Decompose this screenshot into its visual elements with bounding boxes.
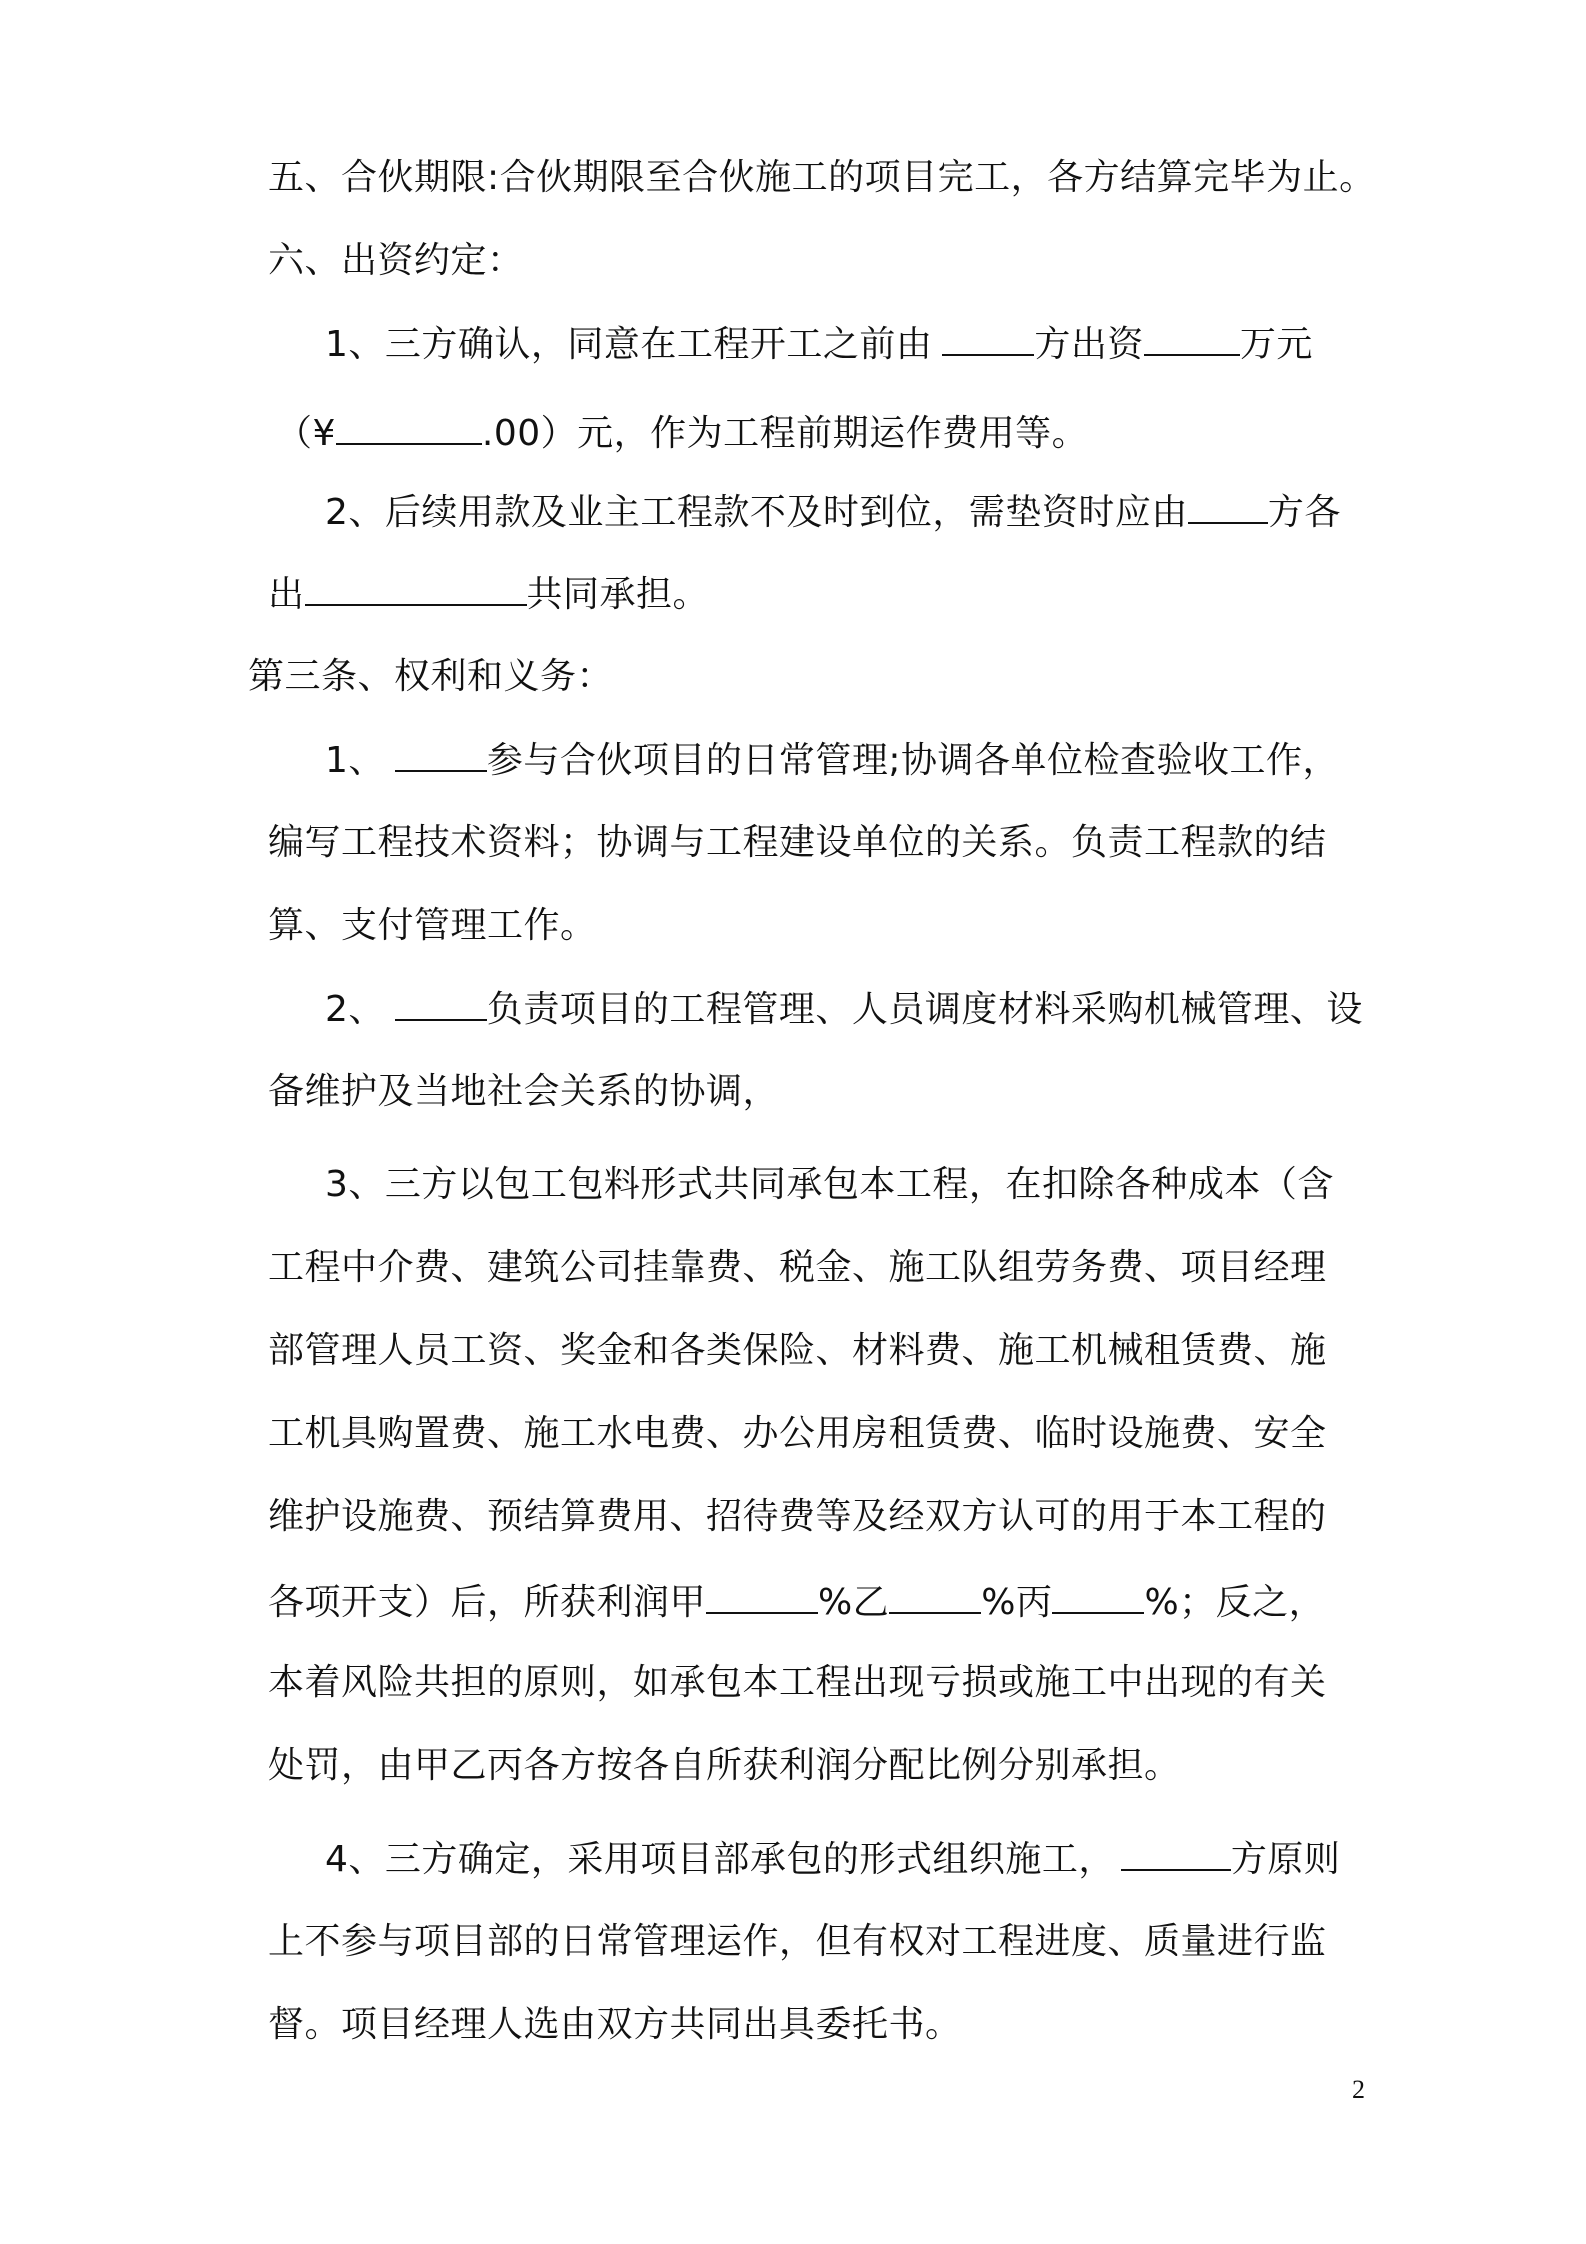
text-segment: 参与合伙项目的日常管理;协调各单位检查验收工作， (486, 740, 1340, 781)
text-segment: 2、后续用款及业主工程款不及时到位，需垫资时应由 (325, 492, 1188, 533)
text-segment: 出 (268, 574, 305, 615)
blank-field (336, 409, 482, 445)
text-segment: %丙 (981, 1582, 1053, 1623)
capital-heading: 六、出资约定： (268, 240, 524, 281)
text-segment: 各项开支）后，所获利润甲 (268, 1582, 707, 1623)
rights-item-3-line-2 (268, 1244, 1327, 1292)
rights-item-3-line-6 (268, 1578, 1325, 1627)
capital-item-1-line-2 (276, 409, 1088, 458)
article-heading (248, 653, 613, 701)
text-segment: 工机具购置费、施工水电费、办公用房租赁费、临时设施费、安全 (268, 1413, 1327, 1454)
rights-item-3-line-3 (268, 1327, 1327, 1375)
text-segment: 工程中介费、建筑公司挂靠费、税金、施工队组劳务费、项目经理 (268, 1247, 1327, 1288)
rights-item-2-line-1 (325, 985, 1363, 1034)
capital-item-2-line-2 (268, 570, 709, 619)
text-segment: 处罚，由甲乙丙各方按各自所获利润分配比例分别承担。 (268, 1745, 1181, 1786)
blank-field (1188, 488, 1268, 524)
rights-item-3-line-5 (268, 1493, 1327, 1541)
blank-field (1121, 1835, 1231, 1871)
rights-item-4-line-1 (325, 1835, 1340, 1884)
text-segment: 万元 (1239, 324, 1313, 365)
text-segment: 维护设施费、预结算费用、招待费等及经双方认可的用于本工程的 (268, 1496, 1327, 1537)
text-segment: 方出资 (1034, 324, 1144, 365)
capital-item-1-line-1 (325, 320, 1313, 369)
text-segment: 2、 (325, 989, 385, 1030)
rights-item-1-line-3 (268, 902, 597, 950)
rights-item-3-line-8 (268, 1742, 1181, 1790)
rights-item-4-line-2 (268, 1918, 1327, 1966)
text-segment: 部管理人员工资、奖金和各类保险、材料费、施工机械租赁费、施 (268, 1330, 1327, 1371)
text-segment: .00）元，作为工程前期运作费用等。 (481, 413, 1089, 454)
text-segment: 编写工程技术资料；协调与工程建设单位的关系。负责工程款的结 (268, 822, 1327, 863)
blank-field (395, 736, 487, 772)
blank-field (942, 320, 1034, 356)
text-segment: 共同承担。 (526, 574, 710, 615)
rights-item-1-line-2 (268, 819, 1327, 867)
text-segment: %乙 (818, 1582, 890, 1623)
text-segment: 1、三方确认，同意在工程开工之前由 (325, 324, 933, 365)
blank-field (889, 1578, 981, 1614)
text-segment: 负责项目的工程管理、人员调度材料采购机械管理、设 (486, 989, 1363, 1030)
text-segment: 算、支付管理工作。 (268, 905, 597, 946)
text-segment: 方各 (1267, 492, 1341, 533)
blank-field (305, 570, 527, 606)
capital-item-2-line-1 (325, 488, 1341, 537)
text-segment: （¥ (276, 413, 336, 454)
blank-field (1052, 1578, 1144, 1614)
text-segment: 本着风险共担的原则，如承包本工程出现亏损或施工中出现的有关 (268, 1662, 1327, 1703)
rights-item-3-line-4 (268, 1410, 1327, 1458)
rights-item-1-line-1 (325, 736, 1339, 785)
blank-field (395, 985, 487, 1021)
text-segment: 4、三方确定，采用项目部承包的形式组织施工， (325, 1839, 1115, 1880)
rights-heading: 第三条、权利和义务： (248, 656, 614, 697)
page-number: 2 (1352, 2075, 1365, 2104)
text-segment: 督。项目经理人选由双方共同出具委托书。 (268, 2004, 962, 2045)
text-segment: 备维护及当地社会关系的协调， (268, 1071, 780, 1112)
blank-field (706, 1578, 818, 1614)
term-line (268, 154, 1376, 202)
rights-item-4-line-3 (268, 2001, 962, 2049)
text-segment: 1、 (325, 740, 385, 781)
rights-item-3-line-7 (268, 1659, 1327, 1707)
text-segment: %；反之， (1144, 1582, 1326, 1623)
section-heading (268, 237, 524, 285)
text-segment: 3、三方以包工包料形式共同承包本工程，在扣除各种成本（含 (325, 1164, 1334, 1205)
rights-item-3-line-1 (325, 1161, 1334, 1209)
text-segment: 上不参与项目部的日常管理运作，但有权对工程进度、质量进行监 (268, 1921, 1327, 1962)
blank-field (1144, 320, 1240, 356)
term-text: 五、合伙期限:合伙期限至合伙施工的项目完工，各方结算完毕为止。 (268, 157, 1376, 198)
text-segment: 方原则 (1230, 1839, 1341, 1880)
rights-item-2-line-2 (268, 1068, 779, 1116)
